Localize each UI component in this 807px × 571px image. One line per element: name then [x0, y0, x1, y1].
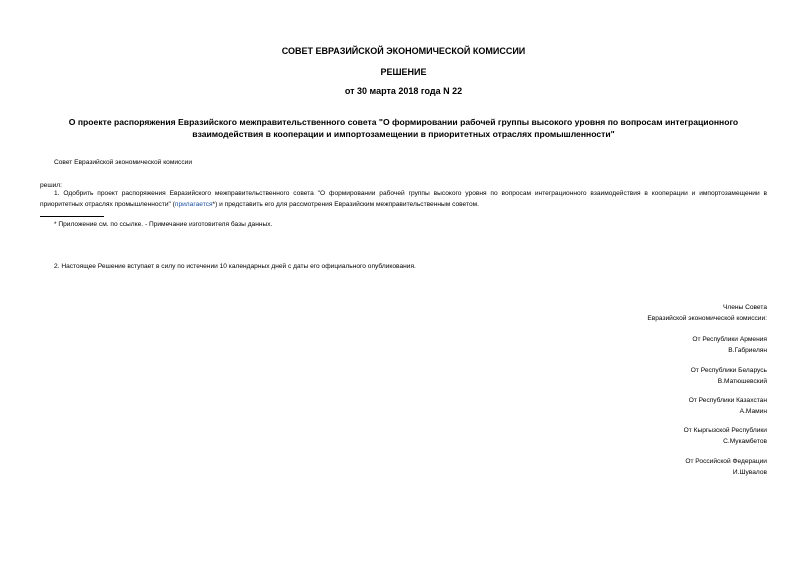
signature-name: И.Шувалов [732, 469, 767, 476]
item-2: 2. Настоящее Решение вступает в силу по истечении 10 календарных дней с даты его официального опубликования. [54, 263, 416, 270]
signature-name: В.Габриелян [728, 347, 767, 354]
signature-name: В.Матюшевский [717, 378, 767, 385]
decision-subject: О проекте распоряжения Евразийского межправительственного совета "О формировании рабочей группы высокого уровня по вопросам интеграционного взаимодействия в кооперации и импортозамещении в приоритетных отраслях промышленности" [68, 117, 739, 139]
item-1 [40, 188, 767, 210]
signature-block [691, 365, 767, 387]
signature-block [689, 395, 767, 417]
signature-block [684, 425, 767, 447]
signature-country: От Республики Казахстан [688, 397, 767, 404]
footnote-divider [40, 216, 104, 217]
footnote: * Приложение см. по ссылке. - Примечание изготовителя базы данных. [54, 221, 273, 228]
resolved-text: решил: [40, 182, 62, 189]
signature-block [685, 456, 767, 478]
date-line: от 30 марта 2018 года N 22 [344, 86, 463, 96]
signature-name: С.Мукамбетов [723, 438, 767, 445]
item-1-text-start: 1. Одобрить проект распоряжения Евразийского межправительственного совета "О формировании рабочей группы высокого уровня по вопросам интеграционного взаимодействия в кооперации и импортозамещении в приоритетных отраслях промышленности" ( [40, 190, 767, 208]
signature-country: От Кыргызской Республики [683, 427, 767, 434]
signature-country: От Республики Армения [692, 336, 767, 343]
signature-name: А.Мамин [739, 408, 767, 415]
signatures-heading [647, 302, 767, 324]
signature-country: От Российской Федерации [685, 458, 767, 465]
doc-type: РЕШЕНИЕ [380, 67, 427, 77]
item-1-text-end: *) и представить его для рассмотрения Евразийским межправительственным советом. [212, 201, 479, 208]
appendix-link[interactable]: прилагается [174, 201, 213, 208]
org-title: СОВЕТ ЕВРАЗИЙСКОЙ ЭКОНОМИЧЕСКОЙ КОМИССИИ [281, 46, 526, 56]
signature-country: От Республики Беларусь [690, 367, 767, 374]
intro-text: Совет Евразийской экономической комиссии [54, 159, 193, 166]
signature-block [692, 334, 767, 356]
signatures-heading-line1: Члены Совета [722, 304, 767, 311]
signatures-heading-line2: Евразийской экономической комиссии: [647, 315, 767, 322]
